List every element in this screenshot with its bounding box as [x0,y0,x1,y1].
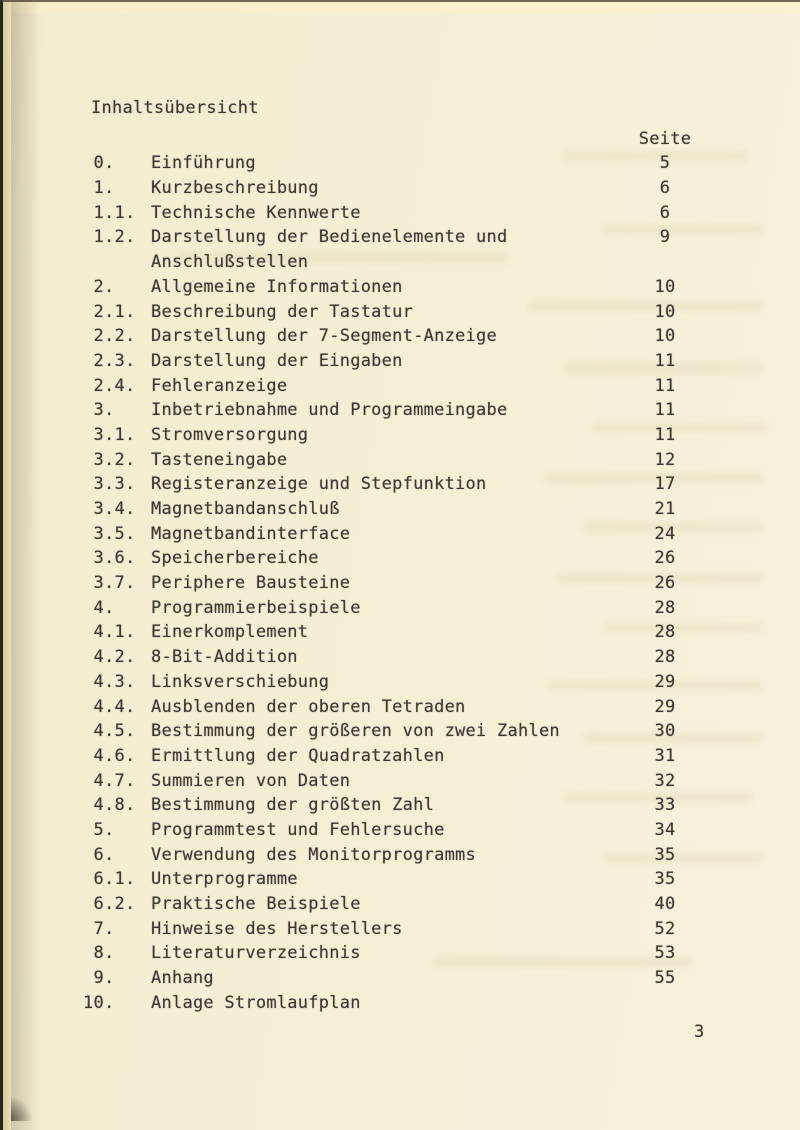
toc-entry-number: 8. [83,943,115,964]
toc-entry-page: 33 [654,795,676,816]
toc-entry [83,275,697,300]
toc-entry [83,620,697,645]
toc-entry-title: Ausblenden der oberen Tetraden [151,696,466,717]
toc-entry-page: 29 [654,671,676,692]
toc-entry-title: Ermittlung der Quadratzahlen [151,745,445,766]
toc-entry [83,201,697,226]
toc-entry-number: 6. [83,844,115,865]
scanned-page [3,0,800,1130]
toc-entry-page: 26 [654,573,676,594]
toc-entry-page: 10 [654,326,676,347]
toc-entry-page: 28 [654,597,676,618]
toc-entry [83,941,697,966]
toc-entry [83,423,697,448]
page-number: 3 [694,1022,705,1042]
toc-entry [83,300,697,325]
toc-entry-title: Programmierbeispiele [151,597,361,618]
toc-entry-number: 3.7. [83,573,136,594]
toc-entry-number: 4.4. [83,696,136,717]
toc-entry-number: 2.4. [83,375,136,396]
binding-shadow [11,0,41,1130]
toc-entry-number: 2. [83,276,115,297]
toc-entry-number: 6.2. [83,894,136,915]
toc-entry [83,818,697,843]
toc-entry [83,917,697,942]
toc-entry-number: 3.6. [83,548,136,569]
toc-entry-page: 5 [659,153,671,174]
toc-entry-title: Speicherbereiche [151,548,319,569]
toc-entry-page: 11 [654,375,676,396]
toc-entry-page: 11 [654,400,676,421]
column-header-row [83,127,697,152]
toc-entry-page: 10 [654,276,676,297]
toc-entry-title: Beschreibung der Tastatur [151,301,414,322]
toc-entry-number: 4.8. [83,795,136,816]
toc-entry-page: 26 [654,548,676,569]
toc-entry-page: 11 [654,350,676,371]
toc-entry [83,991,697,1016]
toc-entry [83,695,697,720]
toc-entry-number: 4.3. [83,671,136,692]
toc-entry-number: 5. [83,819,115,840]
toc-entry-number: 4.2. [83,647,136,668]
toc-entry [83,744,697,769]
toc-entry-title: Registeranzeige und Stepfunktion [151,474,487,495]
toc-entry [83,546,697,571]
paper-top-highlight [6,2,800,13]
page-edge-light [3,0,11,1130]
toc-entry-title: Einerkomplement [151,622,309,643]
toc-entry-number [83,250,151,275]
toc-entry-page: 9 [659,227,671,248]
toc-entry-page: 55 [654,968,676,989]
toc-entry-page: 30 [654,721,676,742]
toc-entry-title: Stromversorgung [151,424,309,445]
column-header-spacer [83,127,151,152]
toc-entry-page [633,991,697,1016]
toc-entry [83,497,697,522]
toc-entry-title: Magnetbandanschluß [151,499,340,520]
page-title: Inhaltsübersicht [91,98,259,118]
toc-entry-title: Darstellung der Eingaben [151,350,403,371]
toc-entry-title: Technische Kennwerte [151,202,361,223]
toc-entry-number: 3.4. [83,499,136,520]
toc-entry-title: Anschlußstellen [151,252,309,273]
toc-entry [83,349,697,374]
toc-entry-title: Fehleranzeige [151,375,288,396]
toc-entry-title: Anhang [151,968,214,989]
toc-entry-number: 7. [83,918,115,939]
toc-entry [83,522,697,547]
toc-entry-number: 3.3. [83,474,136,495]
toc-entry-title: Periphere Bausteine [151,573,351,594]
toc-entry-title: Praktische Beispiele [151,894,361,915]
toc-entry-title: Bestimmung der größten Zahl [151,795,435,816]
toc-entry-title: Allgemeine Informationen [151,276,403,297]
toc-entry-page: 6 [659,178,671,199]
toc-entry-page: 28 [654,622,676,643]
toc-entry-title: Hinweise des Herstellers [151,918,403,939]
page-column-header: Seite [638,128,692,149]
toc-entry-title: Unterprogramme [151,869,298,890]
toc-entry-number: 2.3. [83,350,136,371]
toc-entry-title: Darstellung der Bedienelemente und [151,227,508,248]
toc-entry-page: 35 [654,844,676,865]
toc-entry-number: 3.5. [83,523,136,544]
toc-entry [83,966,697,991]
toc-entry-number: 10. [83,992,115,1013]
toc-list [83,151,697,1015]
toc-entry-page: 11 [654,424,676,445]
toc-entry-number: 4. [83,597,115,618]
toc-entry [83,448,697,473]
toc-entry-page [633,250,697,275]
toc-entry-page: 32 [654,770,676,791]
toc-entry [83,596,697,621]
toc-entry-page: 40 [654,894,676,915]
toc-entry-page: 53 [654,943,676,964]
toc-entry-page: 35 [654,869,676,890]
toc-entry-title: Kurzbeschreibung [151,178,319,199]
toc-entry-number: 9. [83,968,115,989]
toc-entry-page: 10 [654,301,676,322]
toc-entry-number: 4.5. [83,721,136,742]
toc-entry-number: 4.1. [83,622,136,643]
toc-entry-title: Literaturverzeichnis [151,943,361,964]
toc-entry [83,769,697,794]
toc-entry [83,324,697,349]
table-of-contents [83,96,697,1015]
toc-entry-page: 17 [654,474,676,495]
toc-entry [83,374,697,399]
toc-entry-title: Inbetriebnahme und Programmeingabe [151,400,508,421]
toc-entry [83,250,697,275]
toc-entry-title: Summieren von Daten [151,770,351,791]
toc-entry [83,225,697,250]
toc-entry-number: 1. [83,178,115,199]
toc-entry-number: 0. [83,153,115,174]
toc-entry-title: Einführung [151,153,256,174]
toc-entry-title: Anlage Stromlaufplan [151,992,361,1013]
toc-entry-page: 31 [654,745,676,766]
toc-entry [83,176,697,201]
toc-entry-number: 6.1. [83,869,136,890]
toc-entry-number: 4.6. [83,745,136,766]
toc-entry-number: 3.1. [83,424,136,445]
toc-entry [83,571,697,596]
toc-entry [83,843,697,868]
toc-entry-page: 29 [654,696,676,717]
toc-entry [83,398,697,423]
toc-entry-page: 21 [654,499,676,520]
toc-entry [83,472,697,497]
toc-entry [83,670,697,695]
toc-entry-page: 24 [654,523,676,544]
toc-entry-title: Magnetbandinterface [151,523,351,544]
toc-entry-page: 34 [654,819,676,840]
toc-entry-title: Bestimmung der größeren von zwei Zahlen [151,721,560,742]
toc-entry-number: 3.2. [83,449,136,470]
toc-entry [83,867,697,892]
toc-entry-page: 52 [654,918,676,939]
toc-entry-title: Programmtest und Fehlersuche [151,819,445,840]
toc-entry [83,719,697,744]
toc-entry-title: 8-Bit-Addition [151,647,298,668]
toc-entry [83,892,697,917]
toc-entry-number: 2.1. [83,301,136,322]
toc-entry-page: 12 [654,449,676,470]
toc-entry-title: Linksverschiebung [151,671,330,692]
toc-entry-number: 2.2. [83,326,136,347]
toc-entry [83,151,697,176]
toc-entry [83,645,697,670]
toc-entry-title: Tasteneingabe [151,449,288,470]
toc-entry-title: Darstellung der 7-Segment-Anzeige [151,326,498,347]
toc-entry [83,793,697,818]
toc-entry-page: 6 [659,202,671,223]
toc-entry-title: Verwendung des Monitorprogramms [151,844,477,865]
toc-entry-number: 4.7. [83,770,136,791]
column-header-spacer [151,127,633,152]
toc-entry-number: 1.1. [83,202,136,223]
toc-entry-number: 3. [83,400,115,421]
toc-entry-number: 1.2. [83,227,136,248]
scan-edge-top [0,0,800,2]
toc-entry-page: 28 [654,647,676,668]
